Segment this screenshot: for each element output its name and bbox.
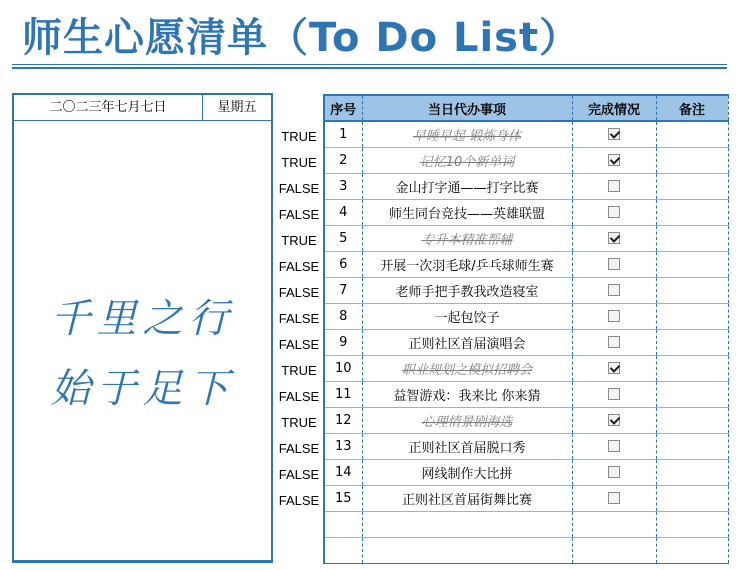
table-row <box>324 303 728 329</box>
row-index-cell[interactable]: 11 <box>324 381 362 407</box>
status-flag[interactable]: FALSE <box>278 467 320 482</box>
status-cell[interactable] <box>572 537 656 563</box>
task-cell[interactable]: 职业规划之模拟招聘会 <box>362 355 572 381</box>
checkbox-checked[interactable] <box>608 128 620 140</box>
header-index[interactable]: 序号 <box>324 95 362 121</box>
status-cell <box>572 355 656 381</box>
table-row <box>324 121 728 147</box>
checkbox-unchecked[interactable] <box>608 492 620 504</box>
task-cell[interactable]: 老师手把手教我改造寝室 <box>362 277 572 303</box>
table-row <box>324 485 728 511</box>
row-index-cell[interactable]: 13 <box>324 433 362 459</box>
note-cell[interactable] <box>656 121 728 147</box>
task-cell[interactable]: 师生同台竞技——英雄联盟 <box>362 199 572 225</box>
empty-row <box>324 537 728 563</box>
note-cell[interactable] <box>656 303 728 329</box>
note-cell[interactable] <box>656 225 728 251</box>
checkbox-unchecked[interactable] <box>608 466 620 478</box>
note-cell[interactable] <box>656 199 728 225</box>
task-cell[interactable]: 金山打字通——打字比赛 <box>362 173 572 199</box>
note-cell[interactable] <box>656 537 728 563</box>
header-status[interactable]: 完成情况 <box>572 95 656 121</box>
table-row <box>324 459 728 485</box>
task-cell[interactable]: 心理情景剧海选 <box>362 407 572 433</box>
note-cell[interactable] <box>656 355 728 381</box>
row-index-cell[interactable] <box>324 511 362 537</box>
task-cell[interactable]: 正则社区首届演唱会 <box>362 329 572 355</box>
status-cell <box>572 303 656 329</box>
task-cell[interactable]: 记忆10个新单词 <box>362 147 572 173</box>
status-flag[interactable]: FALSE <box>278 389 320 404</box>
task-cell[interactable] <box>362 511 572 537</box>
task-cell[interactable]: 益智游戏：我来比 你来猜 <box>362 381 572 407</box>
table-header-row <box>324 95 728 121</box>
motto-line-1: 千里之行 <box>50 296 235 342</box>
header-task[interactable]: 当日代办事项 <box>362 95 572 121</box>
todo-table <box>323 94 729 564</box>
status-flag[interactable]: FALSE <box>278 285 320 300</box>
row-index-cell[interactable]: 6 <box>324 251 362 277</box>
note-cell[interactable] <box>656 459 728 485</box>
note-cell[interactable] <box>656 407 728 433</box>
status-cell <box>572 121 656 147</box>
status-flag[interactable]: FALSE <box>278 493 320 508</box>
table-row <box>324 173 728 199</box>
task-cell[interactable]: 早睡早起 锻炼身体 <box>362 121 572 147</box>
checkbox-checked[interactable] <box>608 362 620 374</box>
status-flag[interactable]: FALSE <box>278 311 320 326</box>
note-cell[interactable] <box>656 277 728 303</box>
row-index-cell[interactable] <box>324 537 362 563</box>
status-cell <box>572 147 656 173</box>
row-index-cell[interactable]: 7 <box>324 277 362 303</box>
header-note[interactable]: 备注 <box>656 95 728 121</box>
date-motto-panel <box>12 93 273 563</box>
checkbox-unchecked[interactable] <box>608 336 620 348</box>
status-flag[interactable]: FALSE <box>278 259 320 274</box>
table-row <box>324 147 728 173</box>
title-rule-thin <box>12 64 727 65</box>
note-cell[interactable] <box>656 485 728 511</box>
note-cell[interactable] <box>656 433 728 459</box>
checkbox-unchecked[interactable] <box>608 180 620 192</box>
table-row <box>324 381 728 407</box>
task-cell[interactable]: 正则社区首届街舞比赛 <box>362 485 572 511</box>
row-index-cell[interactable]: 12 <box>324 407 362 433</box>
note-cell[interactable] <box>656 173 728 199</box>
status-cell <box>572 225 656 251</box>
table-row <box>324 251 728 277</box>
table-row <box>324 329 728 355</box>
checkbox-unchecked[interactable] <box>608 388 620 400</box>
row-index-cell[interactable]: 3 <box>324 173 362 199</box>
table-row <box>324 277 728 303</box>
task-cell[interactable] <box>362 537 572 563</box>
status-flag[interactable]: TRUE <box>281 155 317 170</box>
note-cell[interactable] <box>656 251 728 277</box>
row-index-cell[interactable]: 9 <box>324 329 362 355</box>
status-flag[interactable]: FALSE <box>278 441 320 456</box>
status-flag[interactable]: TRUE <box>281 233 317 248</box>
table-row <box>324 433 728 459</box>
checkbox-checked[interactable] <box>608 154 620 166</box>
status-flag-column <box>276 124 322 514</box>
checkbox-unchecked[interactable] <box>608 206 620 218</box>
status-cell <box>572 433 656 459</box>
empty-row <box>324 511 728 537</box>
task-cell[interactable]: 正则社区首届脱口秀 <box>362 433 572 459</box>
checkbox-checked[interactable] <box>608 232 620 244</box>
note-cell[interactable] <box>656 511 728 537</box>
checkbox-unchecked[interactable] <box>608 284 620 296</box>
row-index-cell[interactable]: 8 <box>324 303 362 329</box>
row-index-cell[interactable]: 14 <box>324 459 362 485</box>
checkbox-unchecked[interactable] <box>608 310 620 322</box>
table-row <box>324 355 728 381</box>
note-cell[interactable] <box>656 147 728 173</box>
checkbox-unchecked[interactable] <box>608 440 620 452</box>
table-row <box>324 225 728 251</box>
status-cell <box>572 381 656 407</box>
status-flag[interactable]: TRUE <box>281 363 317 378</box>
date-row <box>14 95 271 121</box>
status-cell <box>572 251 656 277</box>
task-cell[interactable]: 一起包饺子 <box>362 303 572 329</box>
weekday-cell[interactable]: 星期五 <box>217 100 257 115</box>
checkbox-checked[interactable] <box>608 414 620 426</box>
motto-line-2: 始于足下 <box>50 366 235 412</box>
table-row <box>324 407 728 433</box>
row-index-cell[interactable]: 10 <box>324 355 362 381</box>
status-flag[interactable]: FALSE <box>278 337 320 352</box>
status-cell <box>572 329 656 355</box>
row-index-cell[interactable]: 1 <box>324 121 362 147</box>
table-row <box>324 199 728 225</box>
status-cell <box>572 407 656 433</box>
status-flag[interactable]: FALSE <box>278 181 320 196</box>
date-cell[interactable]: 二〇二三年七月七日 <box>14 95 203 120</box>
status-cell <box>572 199 656 225</box>
note-cell[interactable] <box>656 329 728 355</box>
status-flag[interactable]: TRUE <box>281 129 317 144</box>
status-cell <box>572 277 656 303</box>
status-cell[interactable] <box>572 511 656 537</box>
status-cell <box>572 459 656 485</box>
row-index-cell[interactable]: 15 <box>324 485 362 511</box>
title-rule-thick <box>12 67 727 69</box>
page-title: 师生心愿清单（To Do List） <box>22 15 581 61</box>
row-index-cell[interactable]: 2 <box>324 147 362 173</box>
task-cell[interactable]: 专升本精准帮辅 <box>362 225 572 251</box>
task-cell[interactable]: 网线制作大比拼 <box>362 459 572 485</box>
task-cell[interactable]: 开展一次羽毛球/乒乓球师生赛 <box>362 251 572 277</box>
note-cell[interactable] <box>656 381 728 407</box>
row-index-cell[interactable]: 5 <box>324 225 362 251</box>
status-flag[interactable]: TRUE <box>281 415 317 430</box>
row-index-cell[interactable]: 4 <box>324 199 362 225</box>
status-cell <box>572 173 656 199</box>
status-cell <box>572 485 656 511</box>
checkbox-unchecked[interactable] <box>608 258 620 270</box>
status-flag[interactable]: FALSE <box>278 207 320 222</box>
